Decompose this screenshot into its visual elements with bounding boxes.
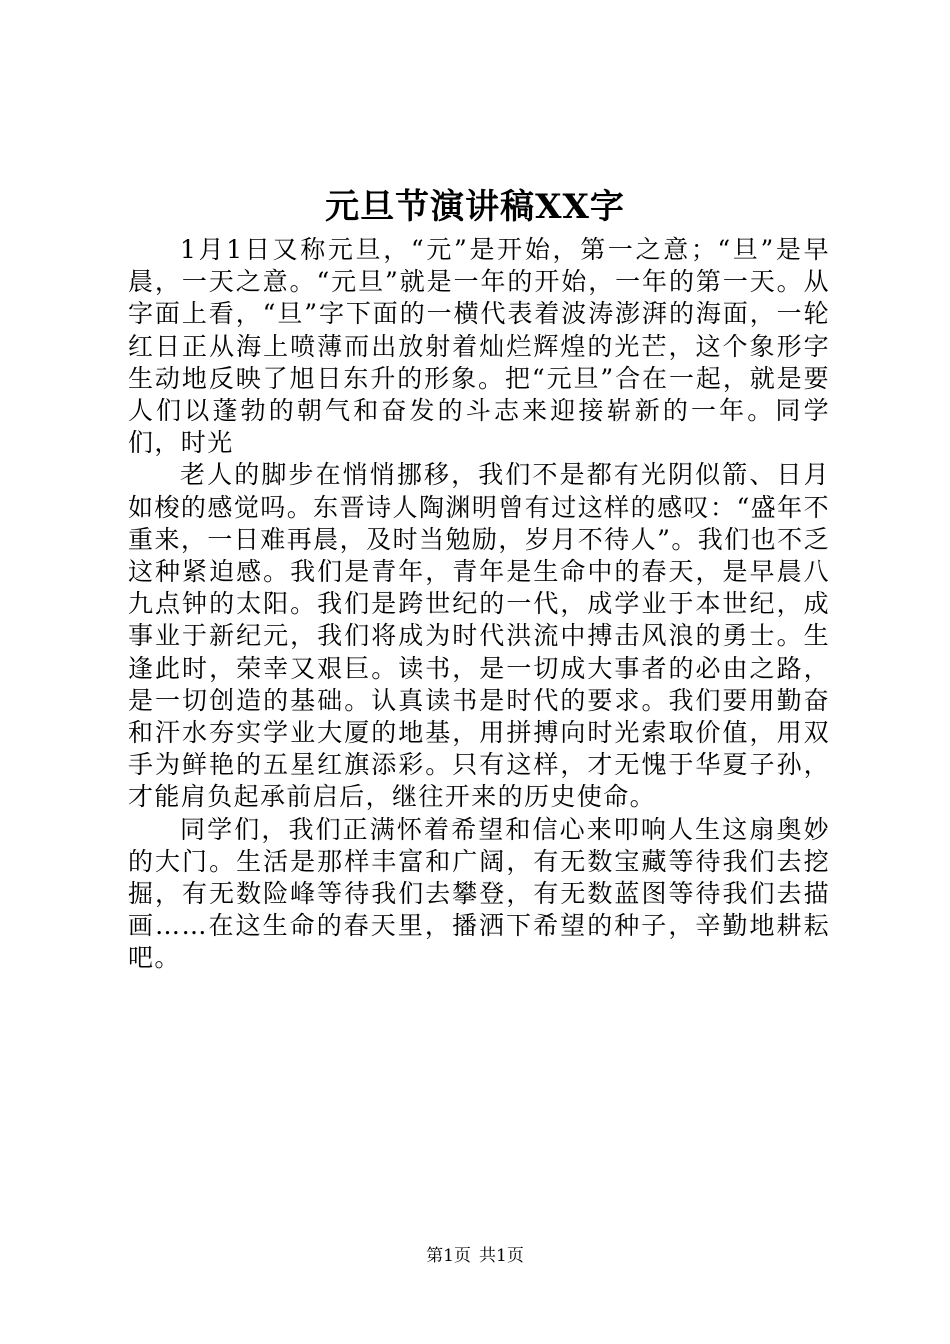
paragraph-1: 1月1日又称元旦，“元”是开始，第一之意；“旦”是早晨，一天之意。“元旦”就是一年的开始，一年的第一天。从字面上看，“旦”字下面的一横代表着波涛澎湃的海面，一轮红日正从海上喷薄而出放射着灿烂辉煌的光芒，这个象形字生动地反映了旭日东升的形象。把“元旦”合在一起，就是要人们以蓬勃的朝气和奋发的斗志来迎接崭新的一年。同学们，时光: [128, 235, 830, 458]
paragraph-2: 老人的脚步在悄悄挪移，我们不是都有光阴似箭、日月如梭的感觉吗。东晋诗人陶渊明曾有过这样的感叹：“盛年不重来，一日难再晨，及时当勉励，岁月不待人”。我们也不乏这种紧迫感。我们是青年，青年是生命中的春天，是早晨八九点钟的太阳。我们是跨世纪的一代，成学业于本世纪，成事业于新纪元，我们将成为时代洪流中搏击风浪的勇士。生逢此时，荣幸又艰巨。读书，是一切成大事者的必由之路，是一切创造的基础。认真读书是时代的要求。我们要用勤奋和汗水夯实学业大厦的地基，用拼搏向时光索取价值，用双手为鲜艳的五星红旗添彩。只有这样，才无愧于华夏子孙，才能肩负起承前启后，继往开来的历史使命。: [128, 460, 830, 812]
page-number-current: 第1页: [426, 1246, 471, 1266]
document-body: [128, 234, 830, 975]
paragraph-3: 同学们，我们正满怀着希望和信心来叩响人生这扇奥妙的大门。生活是那样丰富和广阔，有无数宝藏等待我们去挖掘，有无数险峰等待我们去攀登，有无数蓝图等待我们去描画……在这生命的春天里，播洒下希望的种子，辛勤地耕耘吧。: [128, 814, 830, 973]
page-number-total: 共1页: [479, 1246, 524, 1266]
page-footer: [0, 1244, 950, 1268]
document-title: 元旦节演讲稿XX字: [325, 187, 625, 227]
